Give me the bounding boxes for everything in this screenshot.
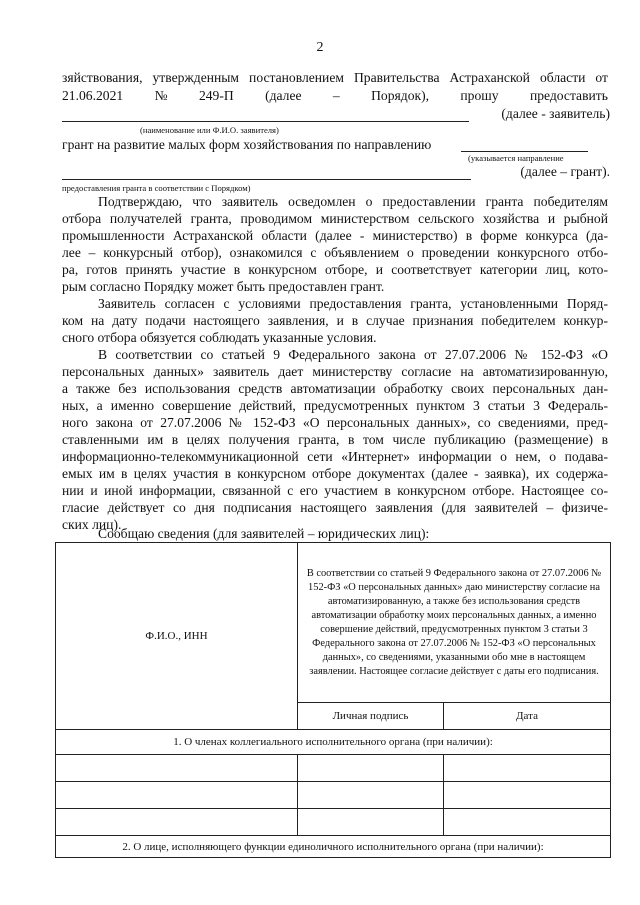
para1-line: Подтверждаю, что заявитель осведомлен о предоставлении гранта победителям xyxy=(98,194,608,209)
para3-line: гласие действует со дня подписания настоящего заявления (для заявителей – физиче- xyxy=(62,500,608,515)
grant-suffix: (далее – грант). xyxy=(520,164,610,179)
page-number: 2 xyxy=(316,40,324,55)
para3-line: персональных данных» заявитель дает министерству согласие на автоматизированную, xyxy=(62,364,608,379)
table-row xyxy=(56,755,611,782)
intro-line-2 xyxy=(62,88,608,105)
para3-line: ских лиц). xyxy=(62,517,122,532)
section-1-header: 1. О членах коллегиального исполнительного органа (при наличии): xyxy=(56,730,611,755)
para3-line: ных, а именно совершение действий, предусмотренных пунктом 3 статьи 3 Федераль- xyxy=(62,398,608,413)
para1-line: промышленности Астраханской области (далее - министерство) в форме конкурса (да- xyxy=(62,228,608,243)
para3-line: В соответствии со статьей 9 Федерального закона от 27.07.2006 № 152-ФЗ «О xyxy=(98,347,608,362)
para2-line: сного отбора обязуется соблюдать указанные условия. xyxy=(62,330,377,345)
para1-line: отбора получателей гранта, проводимом министерством сельского хозяйства и рыбной xyxy=(62,211,608,226)
para1-line: рым согласно Порядку может быть предоставлен грант. xyxy=(62,279,385,294)
signature-cell[interactable] xyxy=(298,782,444,809)
intro-word: прошу xyxy=(460,88,499,103)
para1-line: лее – конкурсный отбор), ознакомился с объявлением о проведении конкурсного отбо- xyxy=(62,245,608,260)
para2-line: Заявитель согласен с условиями предоставления гранта, установленными Поряд- xyxy=(98,296,608,311)
fio-cell[interactable] xyxy=(56,755,298,782)
signature-header: Личная подпись xyxy=(298,703,444,730)
date-cell[interactable] xyxy=(444,782,611,809)
direction-fill-line-2 xyxy=(62,179,471,180)
direction-caption-2: предоставления гранта в соответствии с Порядком) xyxy=(62,183,251,193)
para3-line: а также без использования средств автоматизации обработку своих персональных дан- xyxy=(62,381,608,396)
para3-line: информационно-телекоммуникационной сети «Интернет» информации о нем, о подава- xyxy=(62,449,608,464)
signature-cell[interactable] xyxy=(298,755,444,782)
fio-cell[interactable] xyxy=(56,782,298,809)
signature-cell[interactable] xyxy=(298,809,444,836)
applicant-caption: (наименование или Ф.И.О. заявителя) xyxy=(140,125,279,135)
consent-text: В соответствии со статьей 9 Федерального закона от 27.07.2006 № 152-ФЗ «О персональных данных» даю министерству согласие на автоматизированную, а также без использования средств автоматизации обработку моих персональных данных, а именно совершение действий, предусмотренных пунктом 3 статьи 3 Федерального закона от 27.07.2006 № 152-ФЗ «О персональных данных», со сведениями, указанными обо мне в настоящем заявлении. Настоящее согласие действует с даты его подписания. xyxy=(298,543,611,703)
section-2-header: 2. О лице, исполняющего функции единоличного исполнительного органа (при наличии): xyxy=(56,836,611,858)
para3-line: ного закона от 27.07.2006 № 152-ФЗ «О персональных данных», со сведениями, пред- xyxy=(62,415,608,430)
intro-line-1: зяйствования, утвержденным постановлением Правительства Астраханской области от xyxy=(62,70,608,85)
direction-caption-1: (указывается направление xyxy=(468,153,564,163)
intro-word: (далее xyxy=(265,88,302,103)
fio-cell[interactable] xyxy=(56,809,298,836)
intro-word: Порядок), xyxy=(371,88,430,103)
para3-line: емых им в целях участия в конкурсном отборе документах (далее - заявка), их содержа- xyxy=(62,466,608,481)
applicant-info-table xyxy=(55,542,611,858)
table-row xyxy=(56,782,611,809)
para3-line: нии и иной информации, связанной с его участием в конкурсном отборе. Настоящее со- xyxy=(62,483,608,498)
table-intro: Сообщаю сведения (для заявителей – юридических лиц): xyxy=(98,526,430,541)
intro-word: 21.06.2021 xyxy=(62,88,124,103)
intro-word: 249-П xyxy=(198,88,234,103)
date-cell[interactable] xyxy=(444,755,611,782)
para1-line: ра, готов принять участие в конкурсном отборе, и соответствует категории лиц, кото- xyxy=(62,262,608,277)
intro-word: предоставить xyxy=(529,88,608,103)
direction-fill-line xyxy=(461,151,588,152)
intro-word: № xyxy=(154,88,168,103)
para3-line: ставленными им в целях получения гранта, в том числе публикацию (размещение) в xyxy=(62,432,608,447)
date-header: Дата xyxy=(444,703,611,730)
intro-word: – xyxy=(332,88,340,103)
date-cell[interactable] xyxy=(444,809,611,836)
table-row xyxy=(56,809,611,836)
para2-line: ком на дату подачи настоящего заявления, и в случае признания победителем конкур- xyxy=(62,313,608,328)
fio-inn-header: Ф.И.О., ИНН xyxy=(56,543,298,730)
applicant-suffix: (далее - заявитель) xyxy=(501,106,610,121)
applicant-fill-line xyxy=(62,121,469,122)
grant-direction-line: грант на развитие малых форм хозяйствования по направлению xyxy=(62,137,432,152)
